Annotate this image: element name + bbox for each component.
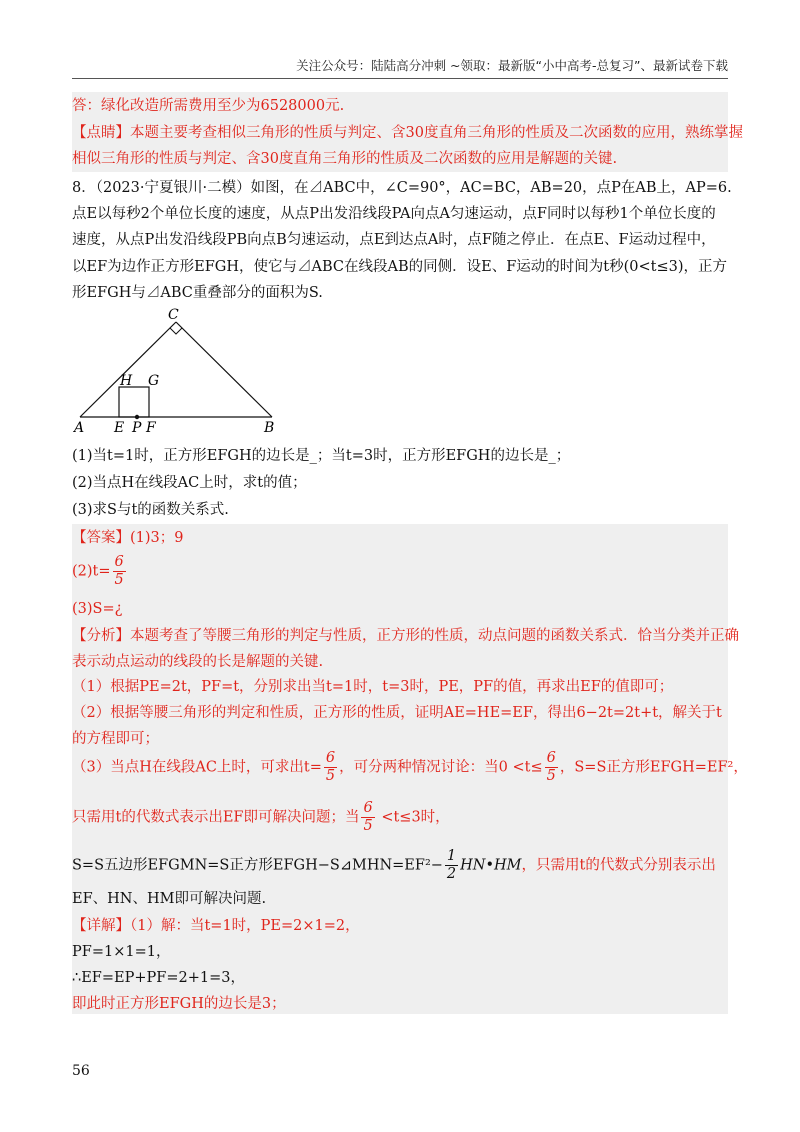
dianjing-line-2: 相似三角形的性质与判定、含30度直角三角形的性质及二次函数的应用是解题的关键. <box>72 151 618 167</box>
problem-line-4: 以EF为边作正方形EFGH，使它与⊿ABC在线段AB的同侧．设E、F运动的时间为t秒(0<t≤3)，正方 <box>72 259 727 275</box>
answer-2 <box>72 554 128 589</box>
analysis-6-num: 6 <box>325 750 336 766</box>
problem-line-5: 形EFGH与⊿ABC重叠部分的面积为S. <box>72 285 323 301</box>
label-g: G <box>148 373 160 389</box>
analysis-6c: ，S=S正方形EFGH=EF²， <box>559 759 748 776</box>
right-angle-mark <box>170 328 182 334</box>
answer-2-num: 6 <box>114 554 124 570</box>
answer-3: (3)S=¿ <box>72 601 123 617</box>
analysis-6-frac2 <box>545 750 558 785</box>
question-1: (1)当t=1时，正方形EFGH的边长是_；当t=3时，正方形EFGH的边长是_； <box>72 448 571 464</box>
detail-line-1: 【详解】（1）解：当t=1时，PE=2×1=2， <box>72 918 360 934</box>
problem-line-3: 速度，从点P出发沿线段PB向点B匀速运动，点E到达点A时，点F随之停止．在点E、F运动过程中， <box>72 232 716 248</box>
page-number: 56 <box>72 1063 90 1079</box>
question-3: (3)求S与t的函数关系式. <box>72 502 229 518</box>
analysis-line-8 <box>72 848 716 883</box>
analysis-line-9: EF、HN、HM即可解决问题. <box>72 891 267 907</box>
analysis-line-5: 的方程即可； <box>72 731 159 747</box>
side-bc <box>176 322 272 417</box>
analysis-7-frac <box>361 800 374 835</box>
answer-1: 【答案】(1)3；9 <box>72 530 184 546</box>
analysis-8-num: 1 <box>446 848 457 864</box>
label-f: F <box>146 420 156 436</box>
analysis-line-7 <box>72 800 450 835</box>
side-ac <box>80 322 176 417</box>
square-efgh <box>119 387 149 417</box>
analysis-8-frac <box>445 848 458 883</box>
label-c: C <box>168 307 179 323</box>
detail-line-4: 即此时正方形EFGH的边长是3； <box>72 996 286 1012</box>
triangle-figure <box>72 305 292 437</box>
problem-line-1: 8．（2023·宁夏银川·二模）如图，在⊿ABC中，∠C=90°，AC=BC，AB=20，点P在AB上，AP=6. <box>72 180 732 196</box>
answer-2-den: 5 <box>114 572 124 588</box>
detail-line-2: PF=1×1=1， <box>72 944 171 960</box>
label-e: E <box>114 420 125 436</box>
problem-line-2: 点E以每秒2个单位长度的速度，从点P出发沿线段PA向点A匀速运动，点F同时以每秒1个单位长度的 <box>72 206 716 222</box>
dianjing-line-1: 【点睛】本题主要考查相似三角形的性质与判定、含30度直角三角形的性质及二次函数的应用，熟练掌握 <box>72 125 743 141</box>
analysis-6-den2: 5 <box>546 768 556 784</box>
analysis-line-1: 【分析】本题考查了等腰三角形的判定与性质，正方形的性质，动点问题的函数关系式．恰当分类并正确 <box>72 628 739 644</box>
analysis-8c: ，只需用t的代数式分别表示出 <box>521 857 716 874</box>
analysis-6b: ，可分两种情况讨论：当0 <t≤ <box>339 759 543 776</box>
analysis-7a: 只需用t的代数式表示出EF即可解决问题；当 <box>72 809 360 826</box>
analysis-line-2: 表示动点运动的线段的长是解题的关键. <box>72 654 324 670</box>
analysis-7-num: 6 <box>363 800 373 816</box>
analysis-8-den: 2 <box>446 866 457 882</box>
analysis-line-6 <box>72 750 748 785</box>
label-b: B <box>264 420 275 436</box>
label-h: H <box>120 373 133 389</box>
question-2: (2)当点H在线段AC上时，求t的值； <box>72 475 307 491</box>
point-p <box>135 415 139 419</box>
analysis-6-num2: 6 <box>546 750 556 766</box>
prev-answer: 答：绿化改造所需费用至少为6528000元. <box>72 98 345 114</box>
analysis-6-frac <box>324 750 337 785</box>
header-rule <box>72 78 728 79</box>
page-header: 关注公众号：陆陆高分冲刺 ~领取：最新版“小中高考-总复习”、最新试卷下载 <box>296 58 728 73</box>
analysis-8b: HN•HM <box>460 857 522 874</box>
detail-line-3: ∴EF=EP+PF=2+1=3， <box>72 970 245 986</box>
analysis-8a: S=S五边形EFGMN=S正方形EFGH−S⊿MHN=EF²− <box>72 857 443 874</box>
analysis-6-den: 5 <box>325 768 336 784</box>
answer-2-fraction <box>113 554 126 589</box>
analysis-line-4: （2）根据等腰三角形的判定和性质，正方形的性质，证明AE=HE=EF，得出6−2t=2t+t，解关于t <box>72 705 722 721</box>
analysis-line-3: （1）根据PE=2t，PF=t，分别求出当t=1时，t=3时，PE，PF的值，再求出EF的值即可； <box>72 679 674 695</box>
analysis-7b: <t≤3时， <box>376 809 450 826</box>
answer-2-prefix: (2)t= <box>72 563 111 580</box>
label-p: P <box>132 420 142 436</box>
analysis-6a: （3）当点H在线段AC上时，可求出t= <box>72 759 322 776</box>
label-a: A <box>74 420 85 436</box>
analysis-7-den: 5 <box>363 818 373 834</box>
